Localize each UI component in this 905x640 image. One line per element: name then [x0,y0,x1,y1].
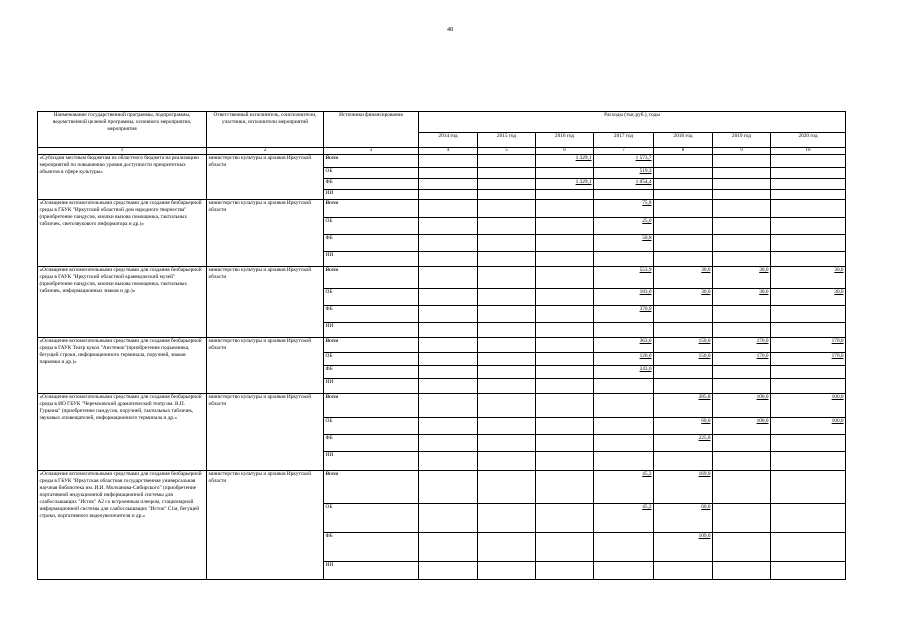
expense-value [419,323,478,338]
expense-value-text: 1 329,1 [575,155,592,161]
table-row [38,200,846,218]
expense-value [654,338,713,353]
expense-value-text: 25,0 [642,218,652,224]
expense-value [478,218,536,235]
expense-value [771,323,846,338]
expense-value [713,562,771,580]
expense-value [654,533,713,562]
expense-value [478,235,536,252]
expense-value [536,366,594,379]
expense-value-text: 30,0 [759,267,769,273]
expense-value [713,289,771,306]
expense-value [654,200,713,218]
column-number: 3 [324,148,419,155]
expense-value-text: 30,0 [834,267,844,273]
expense-value [713,252,771,267]
expense-value [654,168,713,179]
expense-value [713,168,771,179]
funding-source: ОБ [324,418,419,435]
expense-value [478,267,536,289]
funding-source: ИИ [324,323,419,338]
expense-value [594,190,654,200]
expense-value [419,252,478,267]
expense-value-text: 100,0 [756,418,769,424]
expense-value [536,418,594,435]
expense-value [713,267,771,289]
expense-value-text: 243,6 [639,366,652,372]
expense-value-text: 170,0 [831,353,844,359]
expense-value [536,471,594,504]
expense-value [771,267,846,289]
expense-value-text: 75,8 [642,200,652,206]
expense-value [654,471,713,504]
expense-value [594,252,654,267]
expense-value [478,504,536,533]
funding-source: ОБ [324,168,419,179]
expense-value [594,353,654,366]
expense-value-text: 1 329,1 [575,179,592,185]
funding-source: ИИ [324,562,419,580]
expense-value [419,338,478,353]
column-number: 6 [536,148,594,155]
funding-source: ФБ [324,235,419,252]
expense-value [713,235,771,252]
expense-value [419,366,478,379]
expense-value [771,418,846,435]
expense-value [713,190,771,200]
expense-value-text: 519,3 [639,168,652,174]
expense-value-text: 100,0 [831,394,844,400]
expense-value-text: 30,0 [759,289,769,295]
column-number: 7 [594,148,654,155]
expense-value [419,168,478,179]
expense-value [713,394,771,418]
expense-value [771,179,846,190]
expense-value [654,289,713,306]
expense-value [419,235,478,252]
expense-value [536,179,594,190]
funding-source: Всего [324,394,419,418]
expense-value [419,435,478,452]
expense-value-text: 60,0 [701,418,711,424]
expense-value [419,562,478,580]
expense-value-text: 120,0 [639,353,652,359]
column-number: 8 [654,148,713,155]
expense-value [536,394,594,418]
expense-value-text: 1 573,7 [635,155,652,161]
expense-value [654,235,713,252]
header-executor: Ответственный исполнитель, соисполнители, участники, исполнители мероприятий [207,112,324,148]
expense-value [536,289,594,306]
activity-description: «Оснащение вспомогательными средствами для создания безбарьерной среды в ГАУК "Иркутский областной краеведческий музей" (приобретение пандусов, кнопки вызова помощника, тактильных табличек, информационных знаков и др.)» [38,267,207,338]
expense-value [713,533,771,562]
expense-value [594,394,654,418]
expense-value [771,235,846,252]
header-source: Источники финансирования [324,112,419,148]
expense-value [771,435,846,452]
expense-value [536,190,594,200]
expense-value [713,504,771,533]
expense-value [594,418,654,435]
expense-value [654,252,713,267]
funding-source: ОБ [324,218,419,235]
expense-value-text: 370,9 [639,306,652,312]
funding-source: Всего [324,267,419,289]
expense-value [771,394,846,418]
expense-value [654,267,713,289]
expense-value-text: 183,0 [639,289,652,295]
expense-value [654,155,713,168]
expense-value [594,504,654,533]
funding-source: ИИ [324,379,419,394]
expense-value [594,168,654,179]
expense-value [771,289,846,306]
expense-value [478,452,536,471]
expense-value [713,306,771,323]
header-year: 2018 год [654,133,713,148]
expense-value [654,190,713,200]
table-row [38,471,846,504]
activity-executor: министерство культуры и архивов Иркутской области [207,338,324,394]
expense-value [713,471,771,504]
expense-value [654,179,713,190]
column-number: 9 [713,148,771,155]
budget-table [37,111,846,580]
header-year: 2016 год [536,133,594,148]
expense-value [771,379,846,394]
expense-value [478,379,536,394]
expense-value-text: 225,8 [698,435,711,441]
expense-value [536,452,594,471]
expense-value [771,533,846,562]
table-row [38,394,846,418]
expense-value [771,562,846,580]
expense-value [478,471,536,504]
page-number: 48 [447,27,453,33]
expense-value [654,562,713,580]
header-year: 2017 год [594,133,654,148]
expense-value [536,533,594,562]
expense-value [419,452,478,471]
funding-source: Всего [324,200,419,218]
expense-value-text: 30,0 [701,289,711,295]
expense-value [594,379,654,394]
activity-executor: министерство культуры и архивов Иркутской области [207,471,324,580]
expense-value [536,435,594,452]
expense-value-text: 100,0 [756,394,769,400]
expense-value [536,338,594,353]
expense-value [713,366,771,379]
column-number: 5 [478,148,536,155]
expense-value [713,435,771,452]
funding-source: ИИ [324,190,419,200]
expense-value [478,338,536,353]
expense-value [594,435,654,452]
expense-value [771,338,846,353]
funding-source: ИИ [324,452,419,471]
expense-value [713,200,771,218]
expense-value [594,155,654,168]
expense-value [594,289,654,306]
expense-value [478,435,536,452]
expense-value [536,353,594,366]
expense-value [478,366,536,379]
expense-value [771,366,846,379]
funding-source: ФБ [324,366,419,379]
expense-value [771,252,846,267]
expense-value [654,306,713,323]
expense-value [594,200,654,218]
expense-value [771,155,846,168]
funding-source: ФБ [324,435,419,452]
expense-value [594,338,654,353]
expense-value [536,200,594,218]
activity-description: «Оснащение вспомогательными средствами для создания безбарьерной среды в ИО ГБУК "Черемховский драматический театр им. В.П. Гуркина" (приобретение пандусов, поручней, тактильных табличек, звуковых оповещателей, информационного терминала и др.» [38,394,207,471]
expense-value [713,323,771,338]
expense-value-text: 285,8 [698,394,711,400]
expense-value [419,267,478,289]
table-row [38,267,846,289]
expense-value [478,353,536,366]
funding-source: ОБ [324,353,419,366]
expense-value-text: 45,2 [642,471,652,477]
expense-value [594,452,654,471]
funding-source: ФБ [324,533,419,562]
header-year: 2015 год [478,133,536,148]
funding-source: Всего [324,155,419,168]
funding-source: Всего [324,471,419,504]
activity-description: «Субсидии местным бюджетам из областного бюджета на реализацию мероприятий по повышению уровня доступности приоритетных объектов в сфере культуры» [38,155,207,200]
expense-value [478,323,536,338]
expense-value [419,379,478,394]
header-year: 2019 год [713,133,771,148]
expense-value-text: 150,0 [698,353,711,359]
table-row [38,338,846,353]
expense-value [419,353,478,366]
expense-value [478,252,536,267]
column-number: 4 [419,148,478,155]
expense-value-text: 1 054,4 [635,179,652,185]
expense-value [654,394,713,418]
expense-value-text: 170,0 [831,338,844,344]
expense-value [536,323,594,338]
expense-value-text: 170,0 [756,353,769,359]
expense-value-text: 170,0 [756,338,769,344]
activity-description: «Оснащение вспомогательными средствами для создания безбарьерной среды в ГБУК "Иркутский областной дом народного творчества" (приобретение пандусов, кнопки вызова помощника, тактильных табличек, светозвукового информатора и др.)» [38,200,207,267]
column-number: 2 [207,148,324,155]
expense-value [713,179,771,190]
expense-value [771,200,846,218]
activity-description: «Оснащение вспомогательными средствами для создания безбарьерной среды в ГАУК Театр кукол "Аистенок"(приобретение подъемника, бегущей строки, информационного терминала, поручней, знаков парковки и др.)» [38,338,207,394]
expense-value [594,235,654,252]
expense-value [654,366,713,379]
header-year: 2014 год [419,133,478,148]
expense-value-text: 100,0 [831,418,844,424]
header-expenses: Расходы (тыс.руб.), годы [419,112,846,133]
expense-value [594,306,654,323]
expense-value [478,155,536,168]
funding-source: ОБ [324,289,419,306]
expense-value [536,267,594,289]
expense-value-text: 50,8 [642,235,652,241]
expense-value [478,394,536,418]
expense-value [419,306,478,323]
expense-value [478,200,536,218]
column-number: 10 [771,148,846,155]
expense-value [536,306,594,323]
expense-value [654,504,713,533]
budget-body [38,155,846,580]
expense-value [713,218,771,235]
expense-value [594,533,654,562]
expense-value [654,418,713,435]
expense-value [419,179,478,190]
expense-value-text: 553,9 [639,267,652,273]
column-number: 1 [38,148,207,155]
funding-source: ИИ [324,252,419,267]
expense-value [771,353,846,366]
expense-value [478,289,536,306]
expense-value [419,504,478,533]
expense-value [419,218,478,235]
expense-value [536,379,594,394]
table-row [38,155,846,168]
expense-value [419,200,478,218]
funding-source: Всего [324,338,419,353]
expense-value-text: 60,0 [701,504,711,510]
expense-value [419,155,478,168]
expense-value [478,306,536,323]
funding-source: ФБ [324,306,419,323]
activity-executor: министерство культуры и архивов Иркутской области [207,267,324,338]
expense-value [478,533,536,562]
activity-executor: министерство культуры и архивов Иркутской области [207,155,324,200]
expense-value [478,562,536,580]
expense-value [419,418,478,435]
expense-value [771,168,846,179]
expense-value [771,306,846,323]
expense-value-text: 109,0 [698,533,711,539]
expense-value [478,168,536,179]
expense-value [594,366,654,379]
expense-value [771,218,846,235]
expense-value [713,452,771,471]
activity-description: «Оснащение вспомогательными средствами для создания безбарьерной среды в ГБУК "Иркутская областная государственная универсальная научная библиотека им. И.И. Молчанова-Сибирского" (приобретение портативной индукционной информационной системы для слабослышащих "Исток" А2 со встроенным плеером, стационарной информационной системы для слабослышащих "Исток" С1м, бегущей строки, портативного видеоувеличителя и др.» [38,471,207,580]
expense-value [536,504,594,533]
expense-value [771,452,846,471]
expense-value [536,155,594,168]
expense-value-text: 30,0 [701,267,711,273]
expense-value [536,252,594,267]
expense-value [419,533,478,562]
expense-value [594,179,654,190]
expense-value-text: 363,6 [639,338,652,344]
funding-source: ФБ [324,179,419,190]
expense-value [713,418,771,435]
expense-value-text: 45,2 [642,504,652,510]
expense-value [594,267,654,289]
expense-value [654,323,713,338]
header-year: 2020 год [771,133,846,148]
expense-value [478,418,536,435]
expense-value-text: 150,0 [698,338,711,344]
expense-value [536,168,594,179]
expense-value [771,471,846,504]
expense-value [654,452,713,471]
expense-value [713,379,771,394]
expense-value [419,289,478,306]
expense-value [713,338,771,353]
expense-value [654,218,713,235]
activity-executor: министерство культуры и архивов Иркутской области [207,200,324,267]
expense-value [419,190,478,200]
expense-value [594,218,654,235]
expense-value-text: 169,0 [698,471,711,477]
expense-value [771,504,846,533]
expense-value [419,471,478,504]
expense-value [654,435,713,452]
expense-value [536,235,594,252]
expense-value [419,394,478,418]
funding-source: ОБ [324,504,419,533]
column-number-row [38,148,846,155]
expense-value [594,323,654,338]
expense-value [536,218,594,235]
expense-value [536,562,594,580]
expense-value [478,190,536,200]
expense-value-text: 30,0 [834,289,844,295]
expense-value [654,353,713,366]
header-program: Наименование государственной программы, подпрограммы, ведомственной целевой программы, основного мероприятия, мероприятия [38,112,207,148]
expense-value [713,155,771,168]
expense-value [713,353,771,366]
expense-value [594,471,654,504]
expense-value [594,562,654,580]
expense-value [771,190,846,200]
expense-value [478,179,536,190]
activity-executor: министерство культуры и архивов Иркутской области [207,394,324,471]
expense-value [654,379,713,394]
